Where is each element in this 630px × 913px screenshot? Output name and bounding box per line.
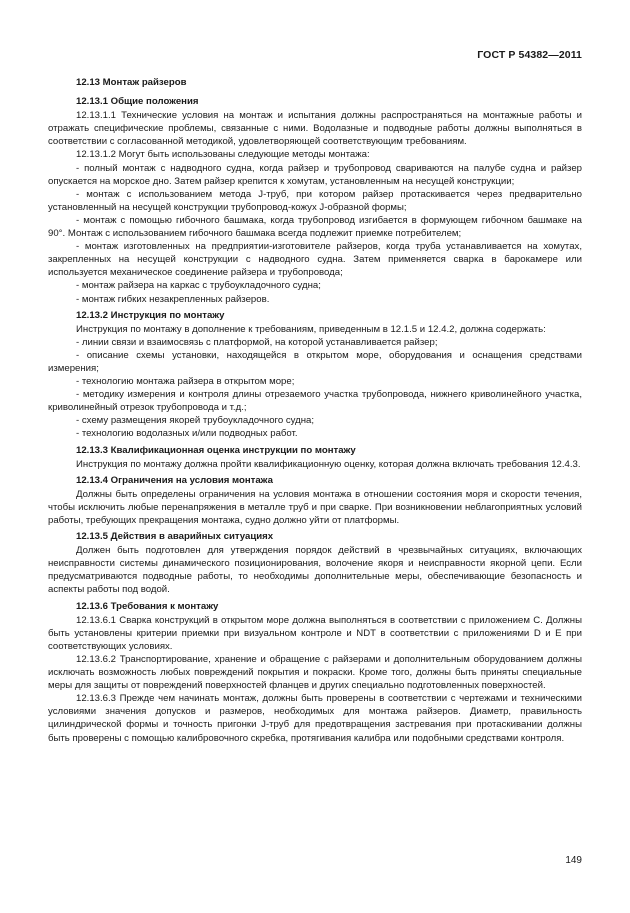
- paragraph: 12.13.6.2 Транспортирование, хранение и обращение с райзерами и дополнительным оборудованием должны исключать возможность любых повреждений покрытия и покраски. Кроме того, должны быть приняты специальные меры для защиты от повреждений поверхностей фланцев и других специально подготовленных поверхностей.: [48, 653, 582, 692]
- list-item: - схему размещения якорей трубоукладочного судна;: [76, 415, 315, 427]
- section-heading: 12.13 Монтаж райзеров: [76, 77, 187, 88]
- list-item: - методику измерения и контроля длины отрезаемого участка трубопровода, нижнего криволинейного участка, криволинейный отрезок трубопровода и т.д.;: [48, 389, 582, 414]
- list-item: - монтаж райзера на каркас с трубоукладочного судна;: [76, 280, 321, 292]
- paragraph: 12.13.6.1 Сварка конструкций в открытом море должна выполняться в соответствии с приложением С. Должны быть установлены критерии приемки при визуальном контроле и NDT в соответствии с приложениями D и Е при соответствующих условиях.: [48, 614, 582, 652]
- standard-header: ГОСТ Р 54382—2011: [477, 49, 582, 61]
- list-item: - монтаж гибких незакрепленных райзеров.: [76, 293, 270, 305]
- paragraph: 12.13.1.2 Могут быть использованы следующие методы монтажа:: [76, 149, 370, 161]
- paragraph: Инструкция по монтажу в дополнение к требованиям, приведенным в 12.1.5 и 12.4.2, должна содержать:: [76, 323, 546, 335]
- list-item: - полный монтаж с надводного судна, когда райзер и трубопровод свариваются на палубе судна и райзер опускается на морское дно. Затем райзер крепится к хомутам, установленным на несущей конструкции;: [48, 162, 582, 187]
- subsection-heading: 12.13.6 Требования к монтажу: [76, 600, 219, 612]
- paragraph: 12.13.6.3 Прежде чем начинать монтаж, должны быть проверены в соответствии с чертежами и техническими условиями значения допусков и размеров, необходимых для монтажа райзеров. Диаметр, правильность цилиндрической формы и точность пригонки J-труб для предотвращения застревания при протаскивании должны быть проверены с помощью калибровочного скребка, протягивания калибра или подобными средствами контроля.: [48, 693, 582, 744]
- list-item: - технологию водолазных и/или подводных работ.: [76, 428, 298, 440]
- list-item: - монтаж с использованием метода J-труб, при котором райзер протаскивается через предварительно установленный на несущей конструкции трубопровод-кожух J-образной формы;: [48, 188, 582, 213]
- paragraph: Инструкция по монтажу должна пройти квалификационную оценку, которая должна включать требования 12.4.3.: [76, 458, 581, 470]
- list-item: - технологию монтажа райзера в открытом море;: [76, 376, 295, 388]
- paragraph: 12.13.1.1 Технические условия на монтаж и испытания должны распространяться на монтажные работы и отражать специфические проблемы, связанные с ними. Водолазные и подводные работы должны выполняться в соответствии с согласованной методикой, удовлетворяющей соответствующим требованиям.: [48, 110, 582, 148]
- list-item: - описание схемы установки, находящейся в открытом море, оборудования и оснащения средствами измерения;: [48, 349, 582, 374]
- document-body: [48, 76, 582, 745]
- list-item: - монтаж изготовленных на предприятии-изготовителе райзеров, когда труба устанавливается на хомутах, закрепленных на несущей конструкции с надводного судна. Затем применяется сварка в барокамере или используется механическое соединение райзера и трубопровода;: [48, 241, 582, 279]
- paragraph: Должен быть подготовлен для утверждения порядок действий в чрезвычайных ситуациях, включающих неисправности системы динамического позиционирования, волочение якоря и неисправности якорной цепи. Если предусматриваются подводные работы, то необходимы дополнительные меры, обеспечивающие безопасность и аспекты работы под водой.: [48, 545, 582, 596]
- page-number: 149: [565, 855, 582, 866]
- list-item: - монтаж с помощью гибочного башмака, когда трубопровод изгибается в формующем гибочном башмаке на 90°. Монтаж с использованием гибочного башмака всегда подлежит приемке потребителем;: [48, 214, 582, 240]
- subsection-heading: 12.13.3 Квалификационная оценка инструкции по монтажу: [76, 444, 356, 456]
- subsection-heading: 12.13.2 Инструкция по монтажу: [76, 309, 225, 321]
- paragraph: Должны быть определены ограничения на условия монтажа в отношении состояния моря и скорости течения, чтобы исключить любые перенапряжения в металле труб и при сварке. При возникновении неблагоприятных условий работы, требующих прекращения монтажа, судно должно уйти от платформы.: [48, 488, 582, 526]
- subsection-heading: 12.13.4 Ограничения на условия монтажа: [76, 474, 273, 486]
- list-item: - линии связи и взаимосвязь с платформой, на которой устанавливается райзер;: [76, 336, 438, 348]
- subsection-heading: 12.13.1 Общие положения: [76, 96, 199, 108]
- subsection-heading: 12.13.5 Действия в аварийных ситуациях: [76, 531, 274, 543]
